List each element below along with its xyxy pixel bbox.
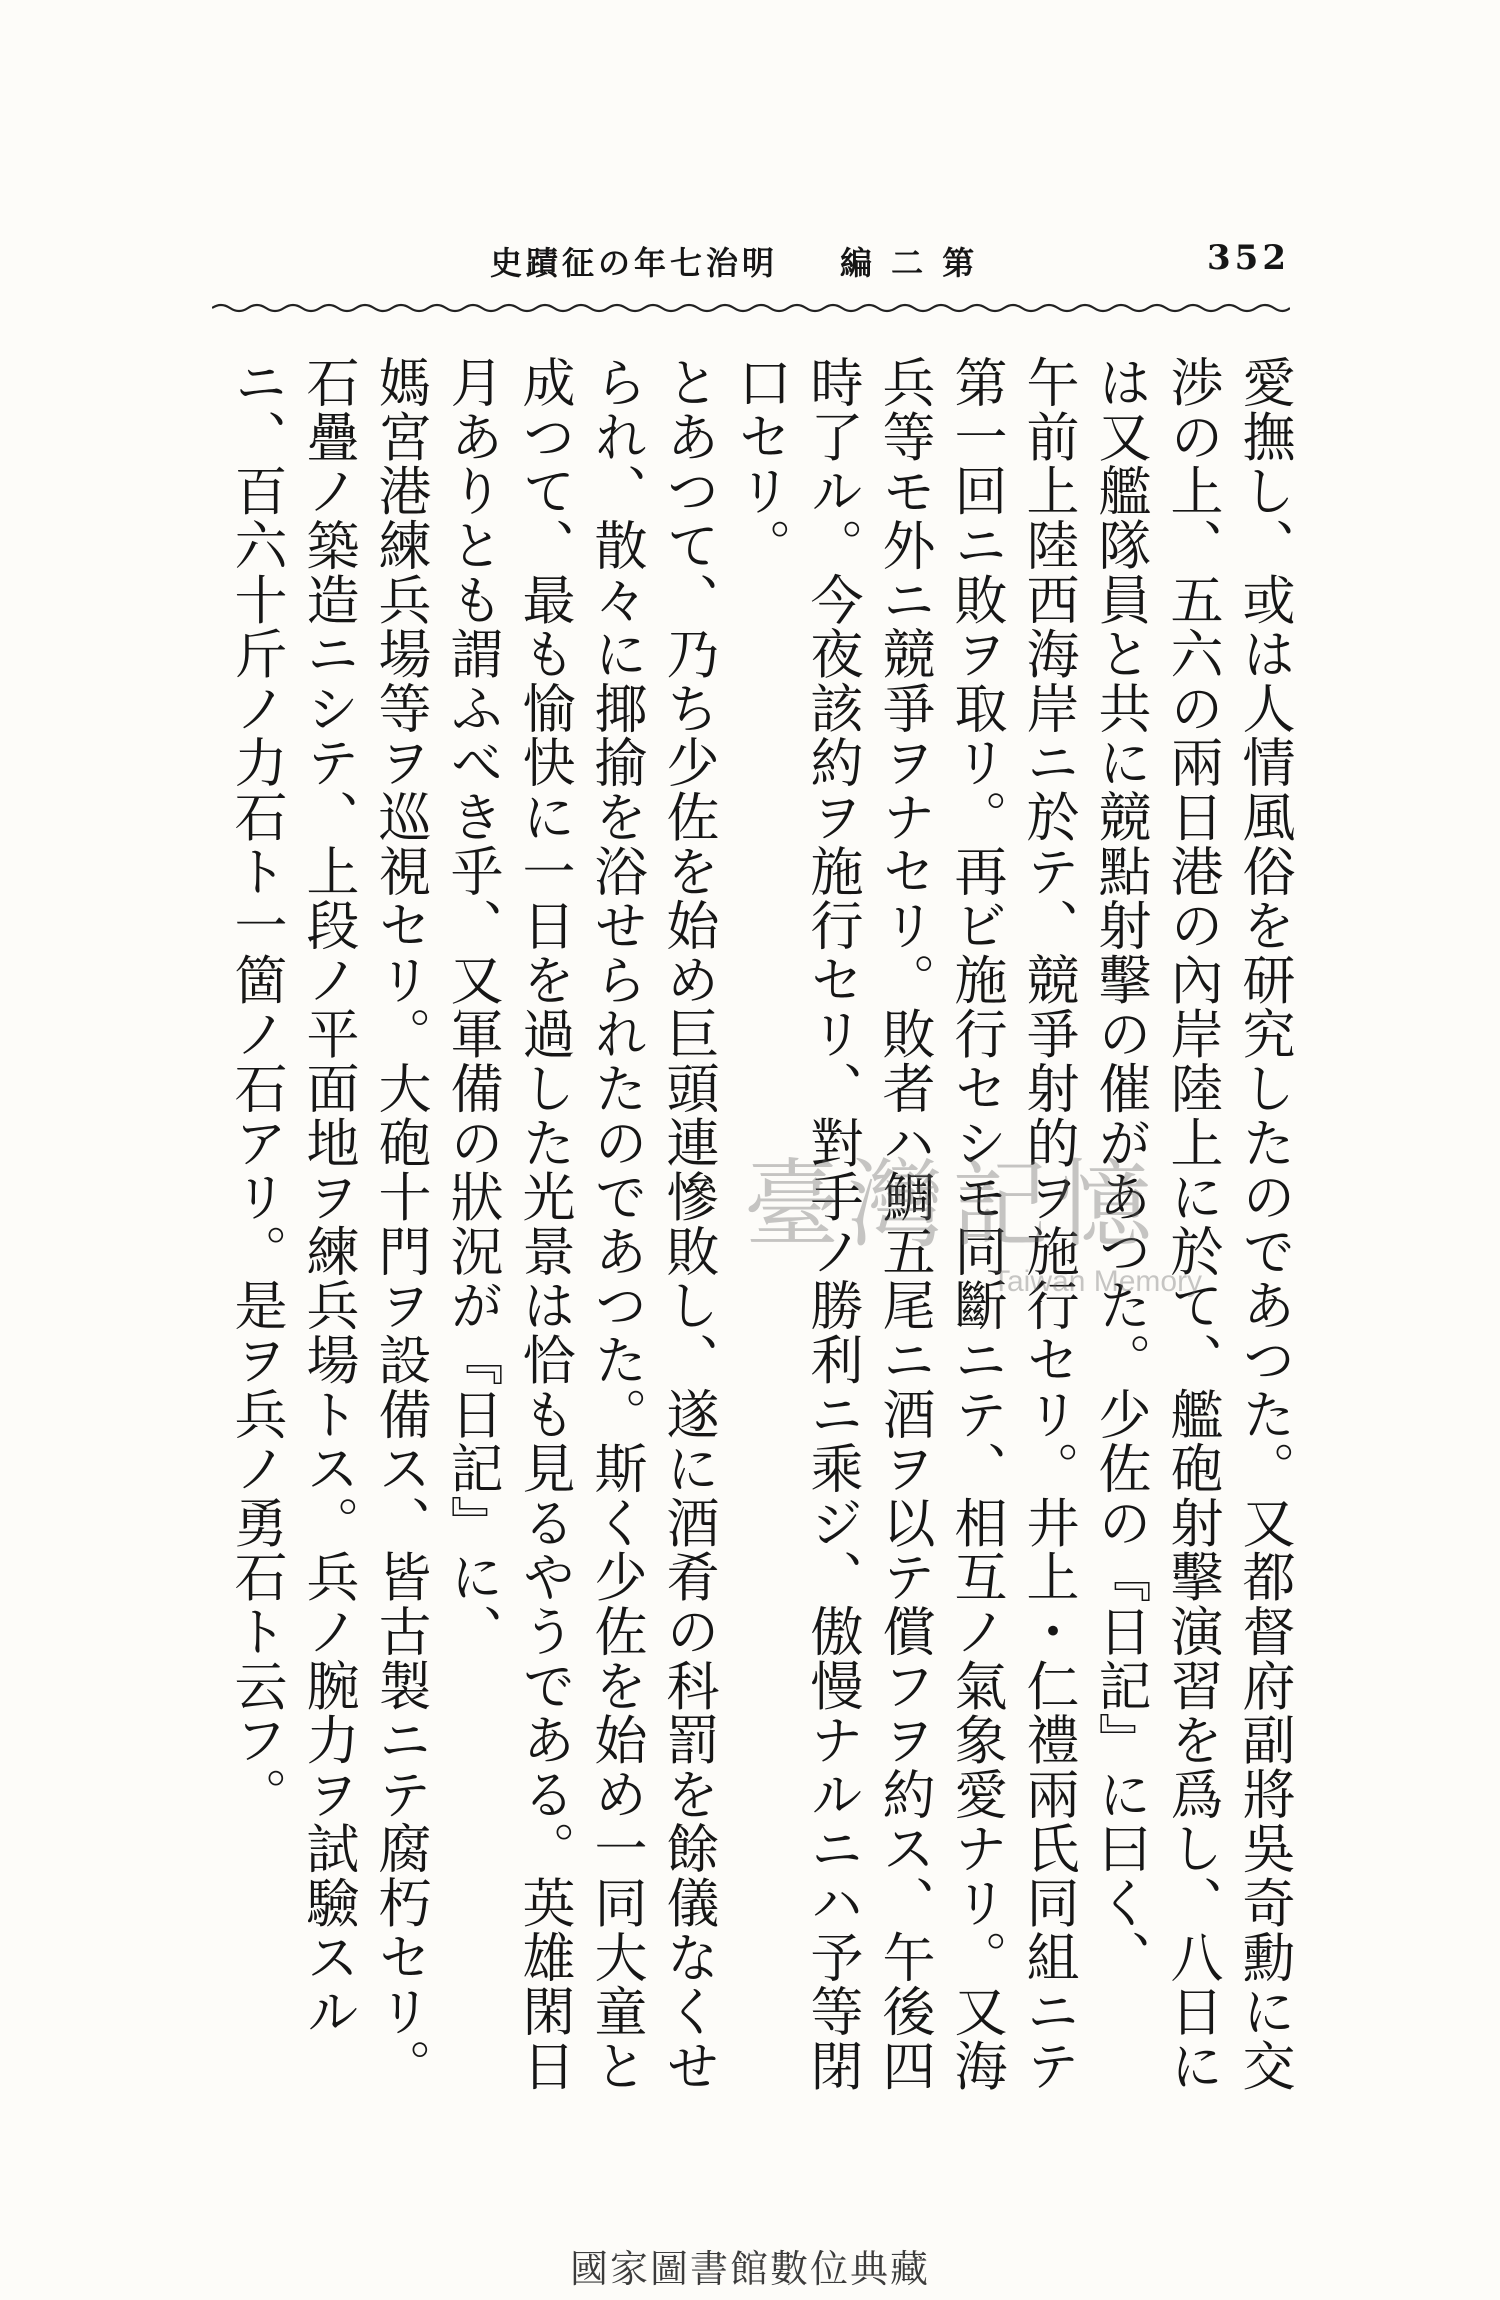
page-number: 352 — [1207, 238, 1290, 278]
watermark-characters: 臺灣記憶 — [744, 1149, 1160, 1261]
wavy-header-rule — [212, 300, 1290, 316]
watermark-english: Taiwan Memory — [992, 1265, 1203, 1298]
running-title: 史蹟征の年七治明 — [490, 244, 779, 282]
page-header — [210, 238, 1290, 294]
part-label: 編 二 第 — [840, 244, 979, 282]
vertical-body-text: 愛撫し、或は人情風俗を研究したのであつた。又都督府副將吳奇勳に交渉の上、五六の兩日港の內岸陸上に於て、艦砲射擊演習を爲し、八日には又艦隊員と共に競點射擊の催があつた。少佐の『日記』に曰く、 午前上陸西海岸ニ於テ、競爭射的ヲ施行セリ。井上・仁禮兩氏同組ニテ第一回ニ敗ヲ取リ。再ビ施行セシモ同斷ニテ、相互ノ氣象愛ナリ。又海兵等モ外ニ競爭ヲナセリ。敗者ハ鯛五尾ニ酒ヲ以テ償フヲ約ス、午後四時了ル。今夜該約ヲ施行セリ、對手ノ勝利ニ乘ジ、傲慢ナルニハ予等閉口セリ。 とあつて、乃ち少佐を始め巨頭連慘敗し、遂に酒肴の科罰を餘儀なくせられ、散々に揶揄を浴せられたのであつた。斯く少佐を始め一同大童と成つて、最も愉快に一日を過した光景は恰も見るやうである。英雄閑日月ありとも謂ふべき乎、又軍備の狀況が『日記』に、 媽宮港練兵場等ヲ巡視セリ。大砲十門ヲ設備ス、皆古製ニテ腐朽セリ。石疊ノ築造ニシテ、上段ノ平面地ヲ練兵場トス。兵ノ腕力ヲ試驗スルニ、百六十斤ノ力石ト一箇ノ石アリ。是ヲ兵ノ勇石ト云フ。 — [226, 355, 1295, 2093]
footer-source: 國家圖書館數位典藏 — [569, 2247, 930, 2291]
